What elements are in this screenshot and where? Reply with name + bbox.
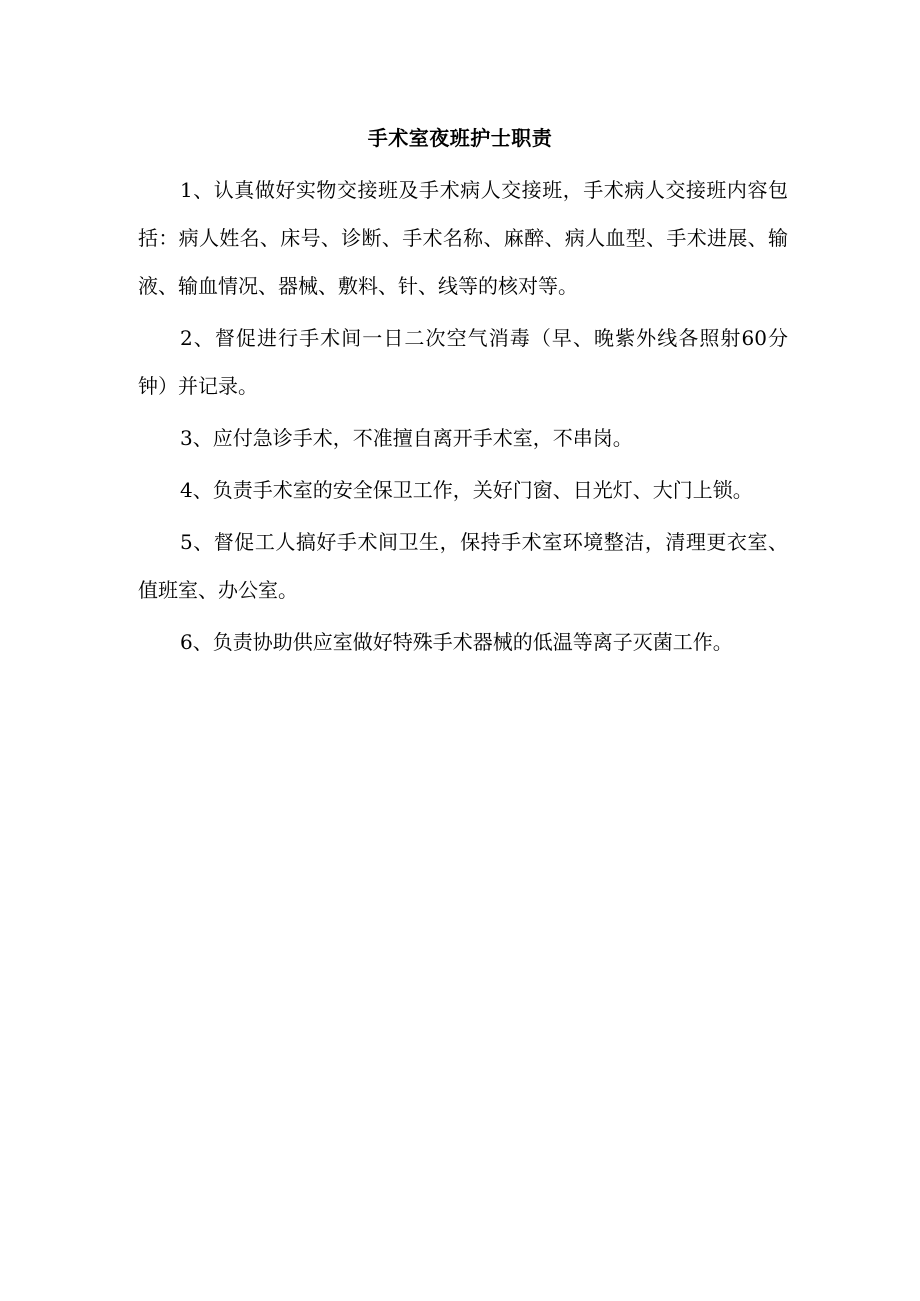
duty-item-1: 1、认真做好实物交接班及手术病人交接班，手术病人交接班内容包括：病人姓名、床号、诊断、手术名称、麻醉、病人血型、手术进展、输液、输血情况、器械、敷料、针、线等的核对等。: [138, 178, 788, 298]
duty-item-2: 2、督促进行手术间一日二次空气消毒（早、晚紫外线各照射60分钟）并记录。: [138, 326, 788, 398]
duty-item-6: 6、负责协助供应室做好特殊手术器械的低温等离子灭菌工作。: [180, 630, 733, 654]
document-title: 手术室夜班护士职责: [367, 126, 553, 150]
duty-item-3: 3、应付急诊手术，不准擅自离开手术室，不串岗。: [180, 426, 633, 450]
document-body: [138, 166, 788, 670]
duty-item-5: 5、督促工人搞好手术间卫生，保持手术室环境整洁，清理更衣室、值班室、办公室。: [138, 530, 788, 602]
duty-item-4: 4、负责手术室的安全保卫工作，关好门窗、日光灯、大门上锁。: [180, 478, 753, 502]
